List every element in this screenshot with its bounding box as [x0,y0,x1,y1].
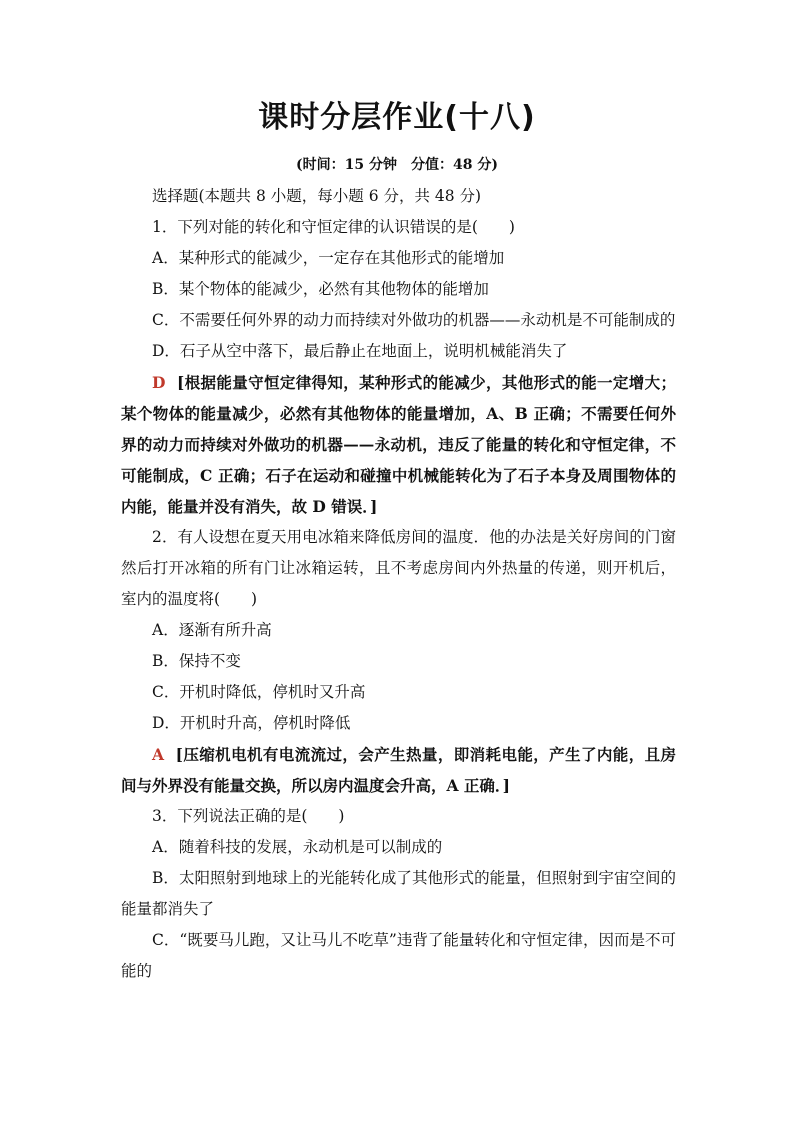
question-1-option-d: D．石子从空中落下，最后静止在地面上，说明机械能消失了 [152,342,568,360]
question-2-answer [121,739,676,801]
section-heading: 选择题(本题共 8 小题，每小题 6 分，共 48 分) [152,187,482,205]
question-2-option-a: A．逐渐有所升高 [152,621,272,639]
question-2-option-c: C．开机时降低，停机时又升高 [152,683,366,701]
question-3-option-c: C．“既要马儿跑，又让马儿不吃草”违背了能量转化和守恒定律，因而是不可能的 [121,931,676,980]
question-3-stem: 3．下列说法正确的是( ) [152,807,345,825]
question-3-option-b: B．太阳照射到地球上的光能转化成了其他形式的能量，但照射到宇宙空间的能量都消失了 [121,869,676,918]
question-3-option-a: A．随着科技的发展，永动机是可以制成的 [152,838,443,856]
question-1-answer [121,367,676,522]
question-2-answer-explanation: [压缩机电机有电流流过，会产生热量，即消耗电能，产生了内能，且房间与外界没有能量交换，所以房内温度会升高，A 正确．] [121,745,676,795]
question-2-answer-key: A [152,745,165,764]
document-body [121,181,676,987]
question-1-option-c: C．不需要任何外界的动力而持续对外做功的机器——永动机是不可能制成的 [152,311,676,329]
question-1-answer-key: D [152,373,166,392]
question-2-option-b: B．保持不变 [152,652,241,670]
question-1-stem: 1．下列对能的转化和守恒定律的认识错误的是( ) [152,218,515,236]
question-1-answer-explanation: [根据能量守恒定律得知，某种形式的能减少，其他形式的能一定增大；某个物体的能量减少，必然有其他物体的能量增加，A、B 正确；不需要任何外界的动力而持续对外做功的机器——永动机，违反了能量的转化和守恒定律，不可能制成，C 正确；石子在运动和碰撞中机械能转化为了石子本身及周围物体的内能，能量并没有消失，故 D 错误．] [121,373,676,516]
time-score-info: (时间：15 分钟 分值：48 分) [296,157,498,173]
question-2-stem: 2．有人设想在夏天用电冰箱来降低房间的温度．他的办法是关好房间的门窗然后打开冰箱的所有门让冰箱运转，且不考虑房间内外热量的传递，则开机后，室内的温度将( ) [121,528,676,608]
question-1-option-b: B．某个物体的能减少，必然有其他物体的能增加 [152,280,489,298]
question-1-option-a: A．某种形式的能减少，一定存在其他形式的能增加 [152,249,505,267]
question-2-option-d: D．开机时升高，停机时降低 [152,714,351,732]
page-title: 课时分层作业(十八) [258,100,536,135]
